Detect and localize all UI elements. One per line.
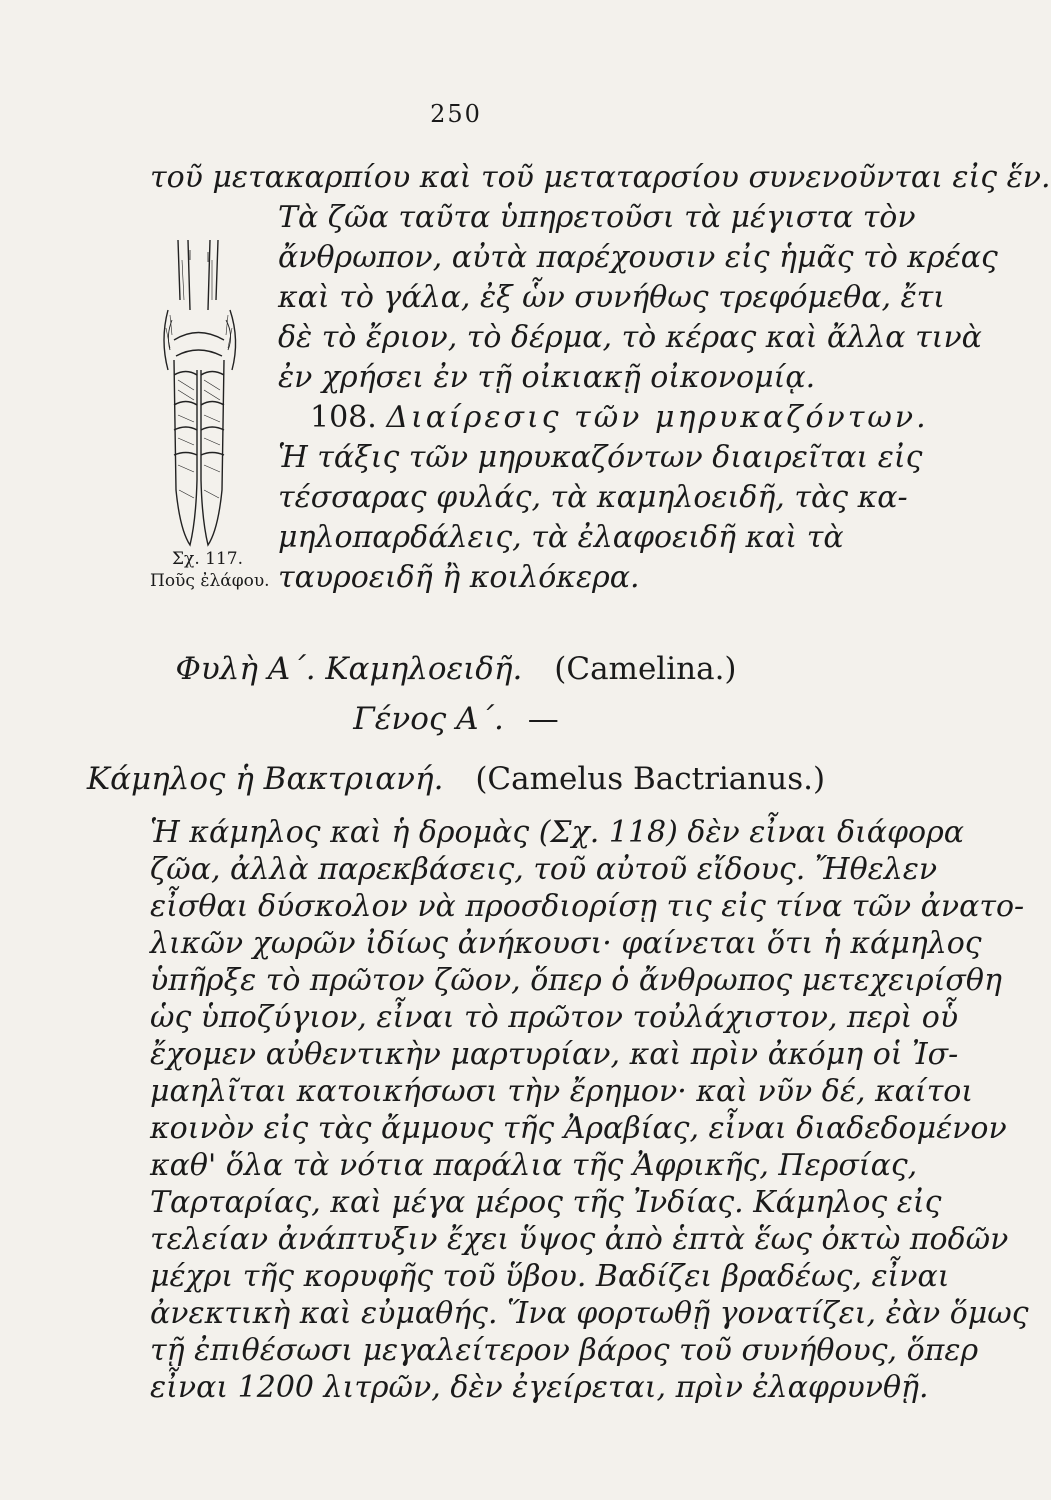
body-line: ζῶα, ἀλλὰ παρεκβάσεις, τοῦ αὐτοῦ εἴδους. Ἤθελεν [150, 852, 938, 887]
body-line: τελείαν ἀνάπτυξιν ἔχει ὕψος ἀπὸ ἑπτὰ ἕως ὀκτὼ ποδῶν [150, 1222, 1009, 1257]
wrap-paragraph-line: καὶ τὸ γάλα, ἐξ ὧν συνήθως τρεφόμεθα, ἔτι [278, 280, 945, 315]
body-line: ὑπῆρξε τὸ πρῶτον ζῶον, ὅπερ ὁ ἄνθρωπος μετεχειρίσθη [150, 963, 1002, 998]
body-line: Ταρταρίας, καὶ μέγα μέρος τῆς Ἰνδίας. Κάμηλος εἰς [150, 1185, 942, 1220]
section-108-heading [310, 400, 929, 436]
body-line: ὡς ὑποζύγιον, εἶναι τὸ πρῶτον τοὐλάχιστον, περὶ οὗ [150, 1000, 959, 1035]
section-108-line: τέσσαρας φυλάς, τὰ καμηλοειδῆ, τὰς κα- [278, 480, 908, 515]
wrap-paragraph-line: Τὰ ζῶα ταῦτα ὑπηρετοῦσι τὰ μέγιστα τὸν [278, 200, 916, 235]
body-line: μαηλῖται κατοικήσωσι τὴν ἔρημον· καὶ νῦν δέ, καίτοι [150, 1074, 974, 1109]
section-number: 108. [310, 400, 377, 435]
genus-dash: — [527, 701, 559, 737]
body-line: εἶναι 1200 λιτρῶν, δὲν ἐγείρεται, πρὶν ἐλαφρυνθῇ. [150, 1370, 929, 1405]
body-line: ἔχομεν αὐθεντικὴν μαρτυρίαν, καὶ πρὶν ἀκόμη οἱ Ἰσ- [150, 1037, 959, 1072]
opening-line: τοῦ μετακαρπίου καὶ τοῦ μεταταρσίου συνενοῦνται εἰς ἕν. [150, 160, 1051, 195]
section-108-line: ταυροειδῆ ἢ κοιλόκερα. [278, 560, 640, 595]
body-line: Ἡ κάμηλος καὶ ἡ δρομὰς (Σχ. 118) δὲν εἶναι διάφορα [150, 815, 965, 850]
section-108-line: μηλοπαρδάλεις, τὰ ἐλαφοειδῆ καὶ τὰ [278, 520, 844, 555]
genus-greek: Γένος Α΄. [353, 701, 504, 737]
body-line: ἀνεκτικὴ καὶ εὐμαθής. Ἵνα φορτωθῇ γονατίζει, ἐὰν ὅμως [150, 1296, 1029, 1331]
species-greek: Κάμηλος ἡ Βακτριανή. [86, 761, 444, 797]
figure-label: Σχ. 117. [172, 549, 243, 569]
tribe-heading [0, 650, 912, 688]
page-number: 250 [430, 100, 482, 128]
body-line: τῇ ἐπιθέσωσι μεγαλείτερον βάρος τοῦ συνήθους, ὅπερ [150, 1333, 979, 1368]
figure-caption [150, 548, 280, 592]
figure-caption-text: Ποῦς ἐλάφου. [150, 571, 270, 591]
body-line: μέχρι τῆς κορυφῆς τοῦ ὕβου. Βαδίζει βραδέως, εἶναι [150, 1259, 950, 1294]
species-heading [0, 760, 912, 798]
wrap-paragraph-line: ἄνθρωπον, αὐτὰ παρέχουσιν εἰς ἡμᾶς τὸ κρέας [278, 240, 998, 275]
body-line: κοινὸν εἰς τὰς ἄμμους τῆς Ἀραβίας, εἶναι διαδεδομένον [150, 1111, 1007, 1146]
wrap-paragraph-line: δὲ τὸ ἔριον, τὸ δέρμα, τὸ κέρας καὶ ἄλλα τινὰ [278, 320, 982, 355]
species-latin: (Camelus Bactrianus.) [475, 761, 826, 797]
body-line: εἶσθαι δύσκολον νὰ προσδιορίσῃ τις εἰς τίνα τῶν ἀνατο- [150, 889, 1025, 924]
deer-foot-illustration [150, 240, 270, 560]
wrap-paragraph-line: ἐν χρήσει ἐν τῇ οἰκιακῇ οἰκονομίᾳ. [278, 360, 816, 395]
genus-heading [0, 700, 912, 738]
section-108-line: Ἡ τάξις τῶν μηρυκαζόντων διαιρεῖται εἰς [278, 440, 923, 475]
tribe-greek: Φυλὴ Α΄. Καμηλοειδῆ. [175, 651, 523, 687]
section-title: Διαίρεσις τῶν μηρυκαζόντων. [386, 400, 929, 435]
body-line: καθ' ὅλα τὰ νότια παράλια τῆς Ἀφρικῆς, Περσίας, [150, 1148, 918, 1183]
body-line: λικῶν χωρῶν ἰδίως ἀνήκουσι· φαίνεται ὅτι ἡ κάμηλος [150, 926, 982, 961]
tribe-latin: (Camelina.) [554, 651, 737, 687]
